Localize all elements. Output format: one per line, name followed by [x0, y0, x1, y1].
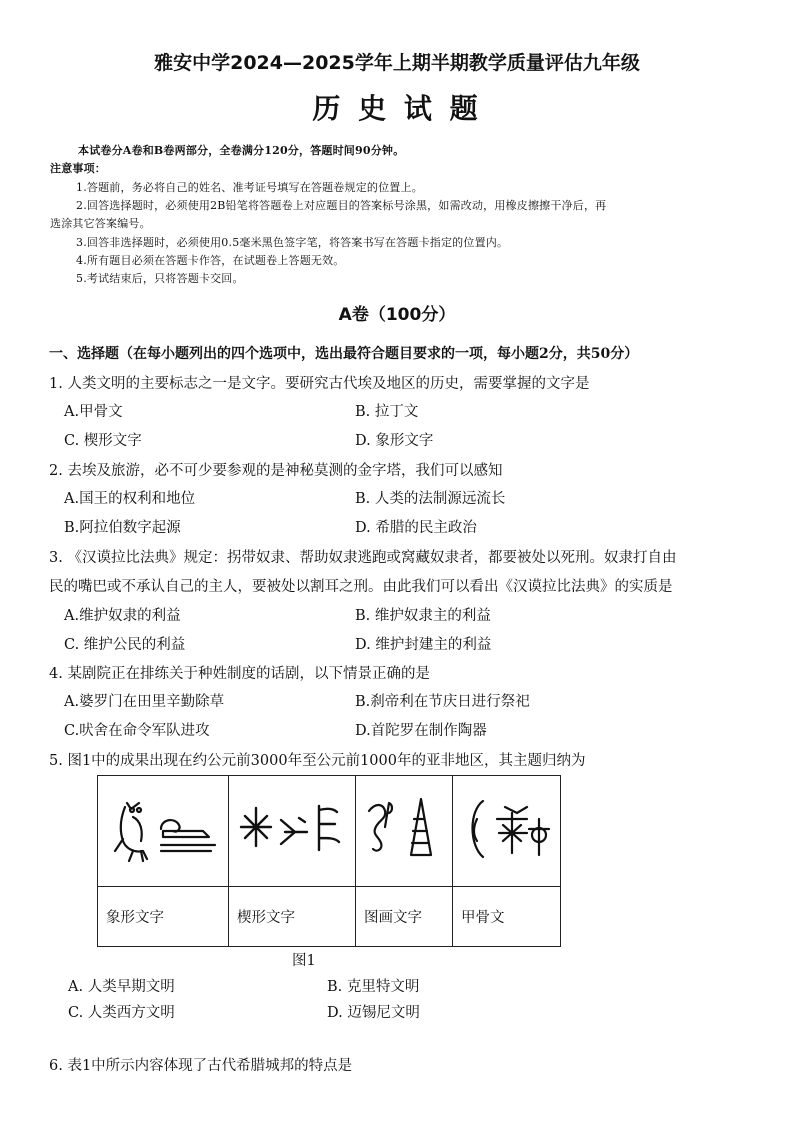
figure-label: 甲骨文 — [453, 887, 561, 947]
notice-item: 5.考试结束后，只将答题卡交回。 — [76, 272, 244, 285]
option: D. 象形文字 — [355, 433, 434, 449]
owl-hieroglyph-icon — [103, 789, 223, 869]
option: D. 维护封建主的利益 — [355, 637, 492, 653]
question-stem: 6. 表1中所示内容体现了古代希腊城邦的特点是 — [49, 1058, 353, 1074]
option: A. 人类早期文明 — [68, 979, 175, 995]
figure-label: 图画文字 — [356, 887, 453, 947]
option: A.维护奴隶的利益 — [64, 608, 181, 624]
option: A.婆罗门在田里辛勤除草 — [64, 694, 225, 710]
notice-item: 3.回答非选择题时，必须使用0.5毫米黑色签字笔，将答案书写在答题卡指定的位置内。 — [76, 236, 509, 249]
option: D. 迈锡尼文明 — [327, 1005, 420, 1021]
oracle-bone-image — [453, 776, 561, 887]
option: B. 人类的法制源远流长 — [355, 491, 506, 507]
oracle-glyph-icon — [457, 789, 557, 869]
question-stem: 5. 图1中的成果出现在约公元前3000年至公元前1000年的亚非地区，其主题归纳为 — [49, 753, 586, 769]
question-stem: 4. 某剧院正在排练关于种姓制度的话剧，以下情景正确的是 — [49, 666, 430, 682]
option: C. 楔形文字 — [64, 433, 142, 449]
option: C.吠舍在命令军队进攻 — [64, 723, 210, 739]
notice-item: 2.回答选择题时，必须使用2B铅笔将答题卷上对应题目的答案标号涂黑，如需改动，用橡皮擦擦干净后，再 — [76, 199, 607, 212]
exam-intro: 本试卷分A卷和B卷两部分，全卷满分120分，答题时间90分钟。 — [78, 144, 405, 157]
option: B.阿拉伯数字起源 — [64, 520, 181, 536]
option: C. 维护公民的利益 — [64, 637, 186, 653]
question-stem: 3. 《汉谟拉比法典》规定：拐带奴隶、帮助奴隶逃跑或窝藏奴隶者，都要被处以死刑。奴隶打自由 — [49, 550, 677, 566]
page-title: 历 史 试 题 — [312, 92, 482, 125]
picture-glyph-icon — [359, 789, 449, 869]
option: A.甲骨文 — [64, 404, 123, 420]
option: B.刹帝利在节庆日进行祭祀 — [355, 694, 530, 710]
notice-label: 注意事项： — [50, 162, 106, 175]
figure-1-table — [97, 775, 561, 947]
school-title: 雅安中学2024—2025学年上期半期教学质量评估九年级 — [154, 52, 640, 74]
option: A.国王的权利和地位 — [64, 491, 196, 507]
figure-label: 象形文字 — [98, 887, 229, 947]
cuneiform-glyph-icon — [237, 794, 347, 864]
notice-item: 选涂其它答案编号。 — [50, 217, 151, 230]
question-stem: 1. 人类文明的主要标志之一是文字。要研究古代埃及地区的历史，需要掌握的文字是 — [49, 376, 590, 392]
option: D.首陀罗在制作陶器 — [355, 723, 487, 739]
picture-writing-image — [356, 776, 453, 887]
option: B. 维护奴隶主的利益 — [355, 608, 491, 624]
option: B. 拉丁文 — [355, 404, 419, 420]
part-one-heading: 一、选择题（在每小题列出的四个选项中，选出最符合题目要求的一项，每小题2分，共50分） — [49, 346, 639, 362]
notice-item: 1.答题前，务必将自己的姓名、准考证号填写在答题卷规定的位置上。 — [76, 181, 423, 194]
question-stem: 2. 去埃及旅游，必不可少要参观的是神秘莫测的金字塔，我们可以感知 — [49, 463, 503, 479]
option: D. 希腊的民主政治 — [355, 520, 477, 536]
cuneiform-image — [229, 776, 356, 887]
section-a-title: A卷（100分） — [338, 305, 456, 325]
option: B. 克里特文明 — [327, 979, 420, 995]
figure-label: 楔形文字 — [229, 887, 356, 947]
hieroglyph-image — [98, 776, 229, 887]
option: C. 人类西方文明 — [68, 1005, 175, 1021]
figure-caption: 图1 — [292, 953, 316, 969]
notice-item: 4.所有题目必须在答题卡作答，在试题卷上答题无效。 — [76, 254, 345, 267]
question-stem: 民的嘴巴或不承认自己的主人，要被处以割耳之刑。由此我们可以看出《汉谟拉比法典》的实质是 — [49, 579, 673, 595]
